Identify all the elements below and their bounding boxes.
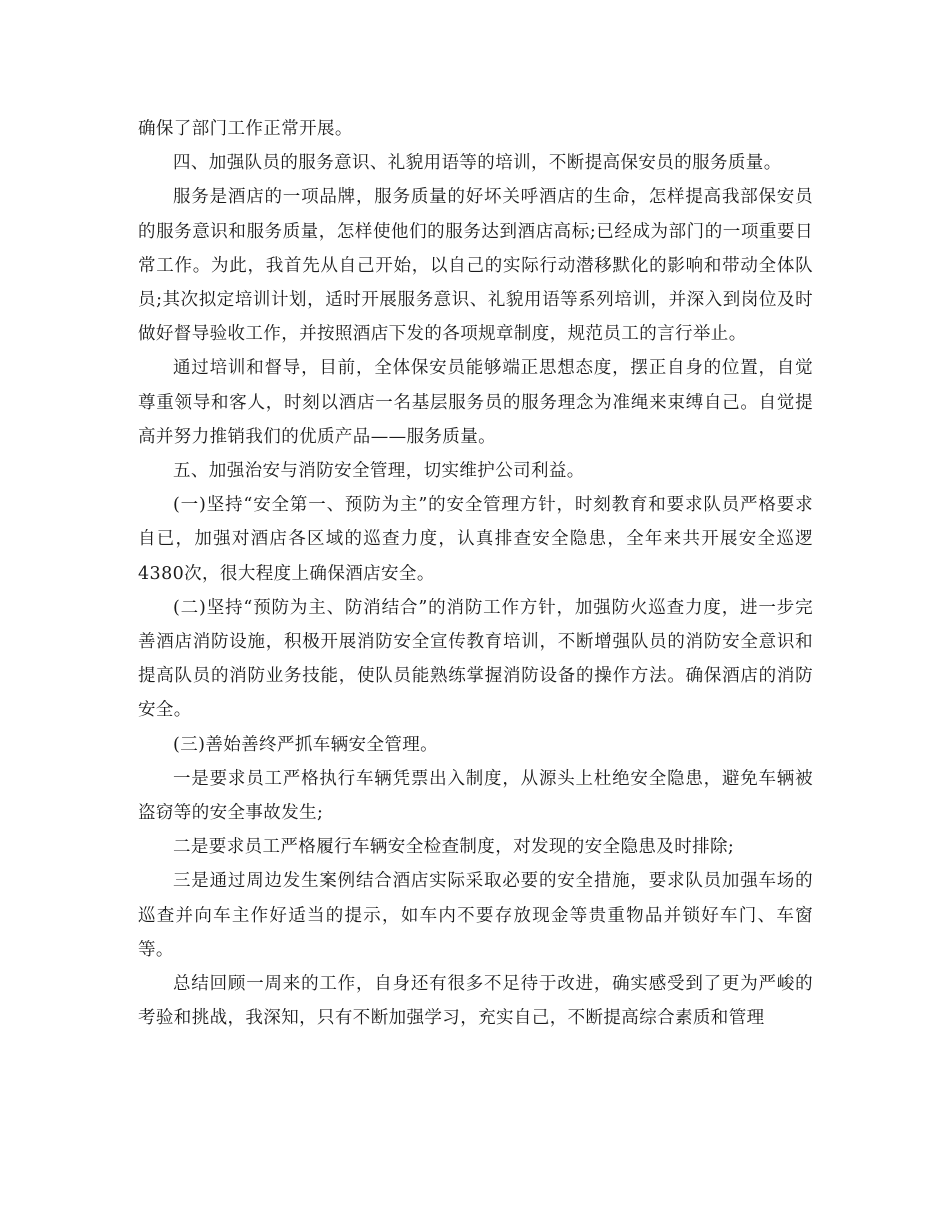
paragraph-vehicle-two: 二是要求员工严格履行车辆安全检查制度，对发现的安全隐患及时排除; — [173, 837, 735, 858]
document-page — [138, 112, 813, 1035]
paragraph-continuation: 确保了部门工作正常开展。 — [138, 119, 353, 139]
section-heading-five: 五、加强治安与消防安全管理，切实维护公司利益。 — [173, 461, 585, 482]
subheading-vehicle-safety: (三)善始善终严抓车辆安全管理。 — [173, 734, 439, 755]
paragraph-vehicle-one: 一是要求员工严格执行车辆凭票出入制度，从源头上杜绝安全隐患，避免车辆被盗窃等的安全事故发生; — [138, 768, 813, 824]
paragraph-safety-first: (一)坚持“安全第一、预防为主”的安全管理方针，时刻教育和要求队员严格要求自已，加强对酒店各区域的巡查力度，认真排查安全隐患，全年来共开展安全巡逻4380次，很大程度上确保酒店安全。 — [138, 495, 813, 584]
paragraph-vehicle-three: 三是通过周边发生案例结合酒店实际采取必要的安全措施，要求队员加强车场的巡查并向车主作好适当的提示，如车内不要存放现金等贵重物品并锁好车门、车窗等。 — [138, 871, 813, 960]
paragraph-summary: 总结回顾一周来的工作，自身还有很多不足待于改进，确实感受到了更为严峻的考验和挑战，我深知，只有不断加强学习，充实自己，不断提高综合素质和管理 — [138, 974, 813, 1029]
paragraph-training-result: 通过培训和督导，目前，全体保安员能够端正思想态度，摆正自身的位置，自觉尊重领导和客人，时刻以酒店一名基层服务员的服务理念为准绳来束缚自己。自觉提高并努力推销我们的优质产品——服务质量。 — [138, 358, 813, 447]
paragraph-service-brand: 服务是酒店的一项品牌，服务质量的好坏关呼酒店的生命，怎样提高我部保安员的服务意识和服务质量，怎样使他们的服务达到酒店高标;已经成为部门的一项重要日常工作。为此，我首先从自己开始，以自己的实际行动潜移默化的影响和带动全体队员;其次拟定培训计划，适时开展服务意识、礼貌用语等系列培训，并深入到岗位及时做好督导验收工作，并按照酒店下发的各项规章制度，规范员工的言行举止。 — [138, 187, 813, 345]
section-heading-four: 四、加强队员的服务意识、礼貌用语等的培训，不断提高保安员的服务质量。 — [173, 153, 782, 174]
paragraph-fire-prevention: (二)坚持“预防为主、防消结合”的消防工作方针，加强防火巡查力度，进一步完善酒店消防设施，积极开展消防安全宣传教育培训，不断增强队员的消防安全意识和提高队员的消防业务技能，使队员能熟练掌握消防设备的操作方法。确保酒店的消防安全。 — [138, 597, 813, 721]
